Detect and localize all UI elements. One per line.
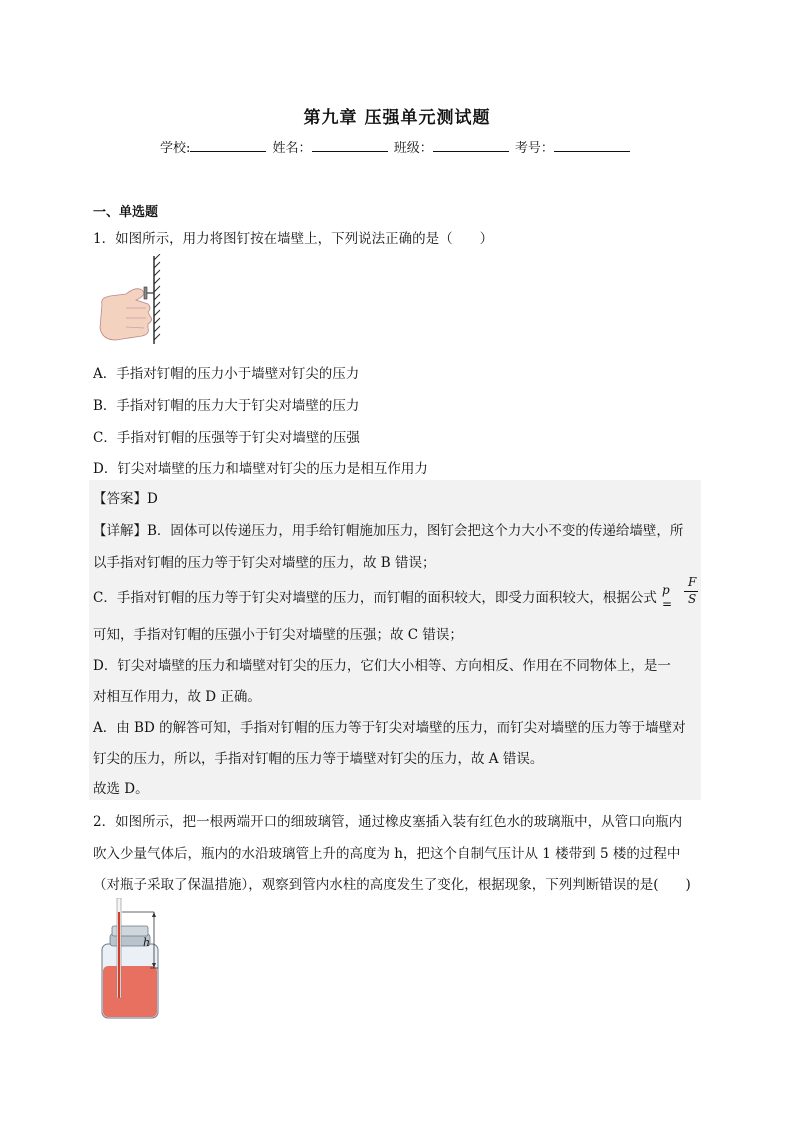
question-1-stem: 1．如图所示，用力将图钉按在墙壁上，下列说法正确的是（ ） bbox=[93, 231, 494, 247]
q1-option-a: A．手指对钉帽的压力小于墙壁对钉尖的压力 bbox=[93, 366, 360, 382]
q1-detail-line-7: A．由 BD 的解答可知，手指对钉帽的压力等于钉尖对墙壁的压力，而钉尖对墙壁的压力等于墙壁对 bbox=[93, 720, 686, 736]
q1-detail-line-9: 故选 D。 bbox=[93, 781, 149, 797]
height-label: h bbox=[143, 936, 151, 949]
section-heading: 一、单选题 bbox=[93, 205, 159, 220]
student-info-line bbox=[158, 137, 630, 156]
q1-detail-line-3: C．手指对钉帽的压力等于钉尖对墙壁的压力，而钉帽的面积较大，即受力面积较大，根据公式 bbox=[93, 590, 657, 606]
q1-detail-line-1: 【详解】B．固体可以传递压力，用手给钉帽施加压力，图钉会把这个力大小不变的传递给墙壁，所 bbox=[93, 523, 684, 539]
school-label: 学校: bbox=[160, 141, 191, 156]
number-blank bbox=[554, 139, 630, 152]
name-blank bbox=[312, 139, 388, 152]
question-2-stem-line-1: 2．如图所示，把一根两端开口的细玻璃管，通过橡皮塞插入装有红色水的玻璃瓶中，从管口向瓶内 bbox=[93, 814, 683, 830]
thumbtack-illustration bbox=[96, 254, 168, 346]
class-blank bbox=[433, 139, 509, 152]
barometer-bottle-illustration bbox=[92, 898, 170, 1022]
page-title: 第九章 压强单元测试题 bbox=[303, 108, 491, 128]
school-blank bbox=[190, 139, 266, 152]
q1-answer: 【答案】D bbox=[93, 491, 158, 507]
q1-option-c: C．手指对钉帽的压强等于钉尖对墙壁的压强 bbox=[93, 430, 360, 446]
q1-detail-line-5: D．钉尖对墙壁的压力和墙壁对钉尖的压力，它们大小相等、方向相反、作用在不同物体上，是一 bbox=[93, 658, 671, 674]
q1-detail-line-2: 以手指对钉帽的压力等于钉尖对墙壁的压力，故 B 错误； bbox=[93, 555, 436, 571]
question-2-stem-line-3: （对瓶子采取了保温措施），观察到管内水柱的高度发生了变化，根据现象，下列判断错误的是( ) bbox=[93, 877, 691, 893]
q1-detail-line-6: 对相互作用力，故 D 正确。 bbox=[93, 689, 261, 705]
name-label: 姓名： bbox=[272, 141, 312, 156]
question-2-stem-line-2: 吹入少量气体后，瓶内的水沿玻璃管上升的高度为 h，把这个自制气压计从 1 楼带到 5 楼的过程中 bbox=[93, 846, 681, 862]
q1-detail-line-4: 可知，手指对钉帽的压强小于钉尖对墙壁的压强；故 C 错误； bbox=[93, 627, 463, 643]
formula-p: p = bbox=[662, 583, 673, 611]
q1-option-d: D．钉尖对墙壁的压力和墙壁对钉尖的压力是相互作用力 bbox=[93, 461, 428, 477]
class-label: 班级： bbox=[393, 141, 433, 156]
number-label: 考号： bbox=[514, 141, 554, 156]
formula-numerator: F bbox=[688, 575, 697, 589]
q1-option-b: B．手指对钉帽的压力大于钉尖对墙壁的压力 bbox=[93, 398, 360, 414]
formula-denominator: S bbox=[688, 592, 697, 606]
q1-detail-line-8: 钉尖的压力，所以，手指对钉帽的压力等于墙壁对钉尖的压力，故 A 错误。 bbox=[93, 751, 544, 767]
